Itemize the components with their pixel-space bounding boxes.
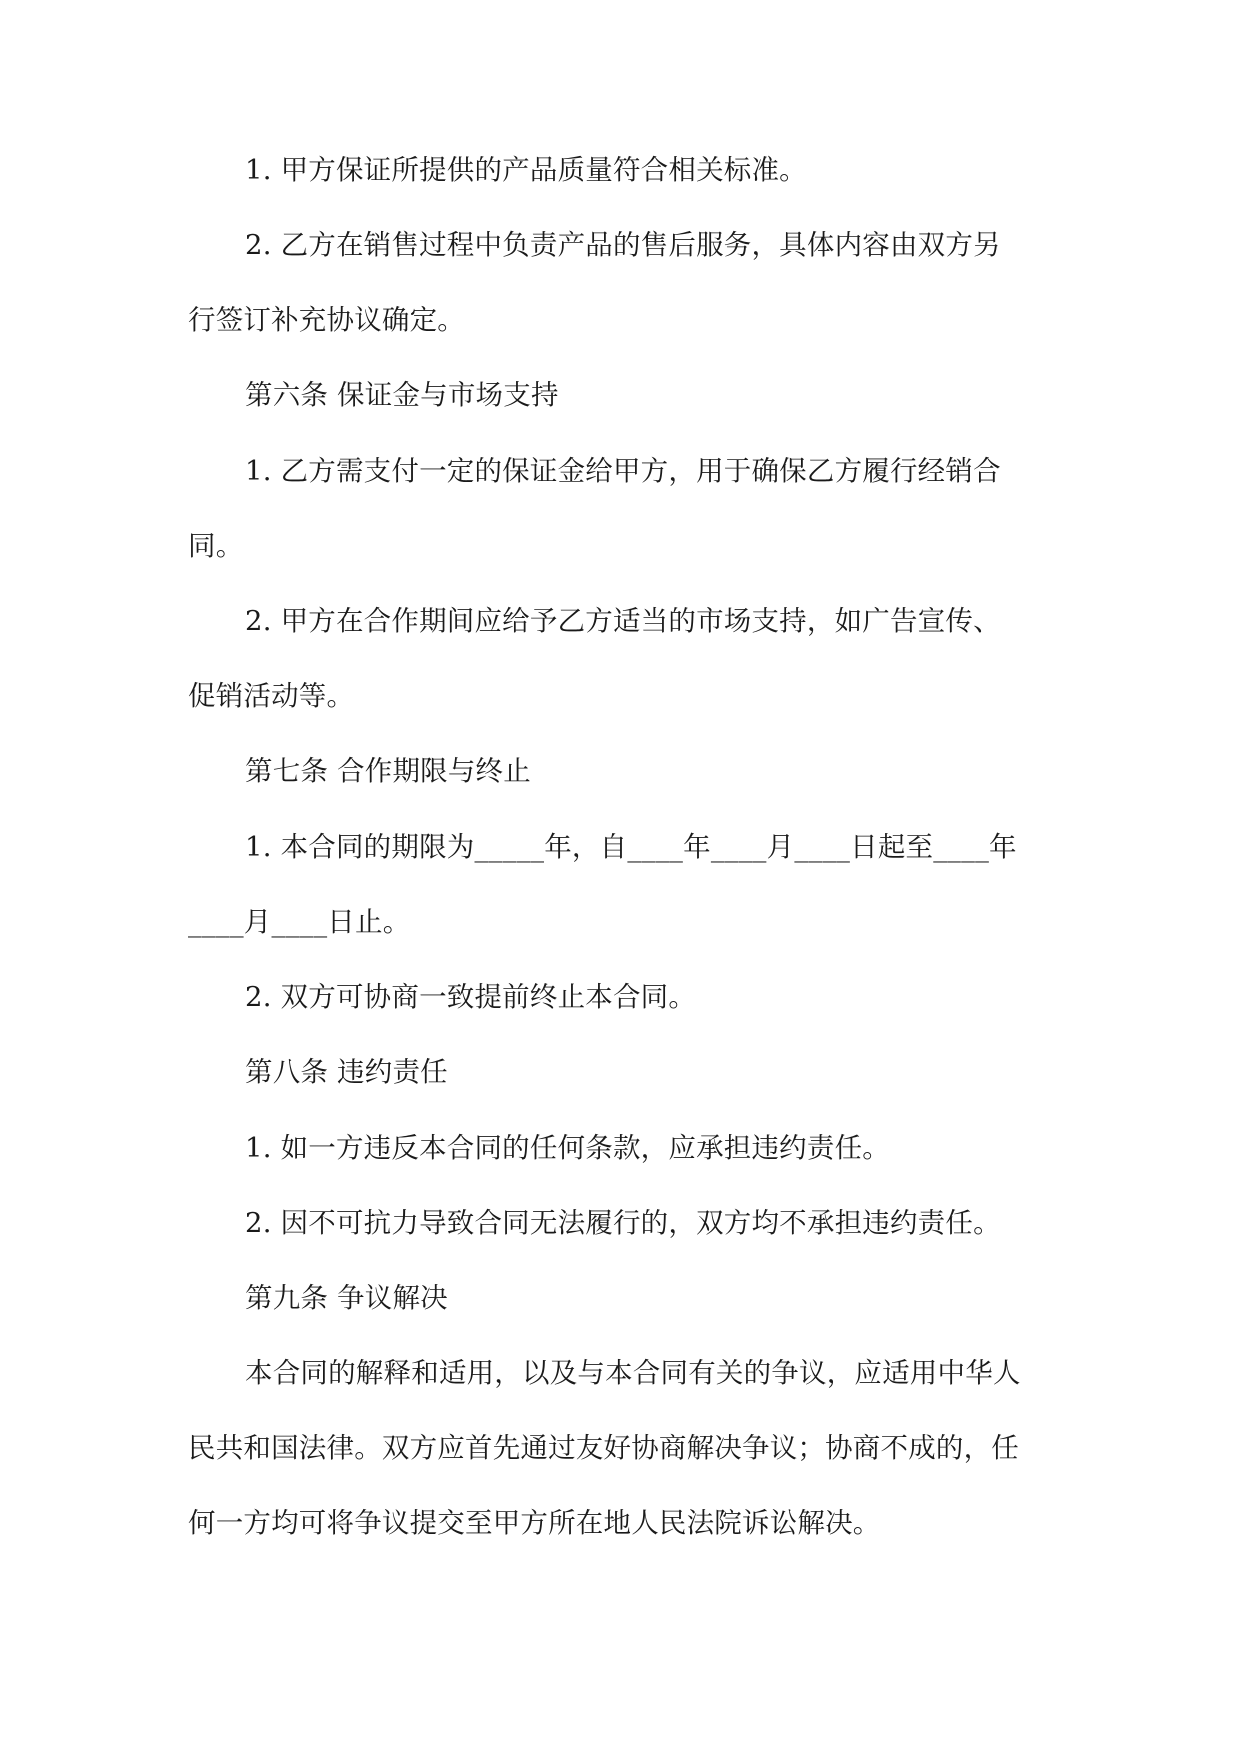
clause-6-item-2-line-2: 促销活动等。 bbox=[188, 680, 355, 712]
clause-6-item-2-line-1: 2. 甲方在合作期间应给予乙方适当的市场支持，如广告宣传、 bbox=[245, 605, 1001, 637]
clause-8-item-1: 1. 如一方违反本合同的任何条款，应承担违约责任。 bbox=[245, 1132, 890, 1164]
clause-9-paragraph-line-1: 本合同的解释和适用，以及与本合同有关的争议，应适用中华人 bbox=[245, 1357, 1021, 1389]
clause-8-heading: 第八条 违约责任 bbox=[245, 1056, 448, 1088]
clause-9-paragraph-line-3: 何一方均可将争议提交至甲方所在地人民法院诉讼解决。 bbox=[188, 1507, 881, 1539]
clause-7-item-2: 2. 双方可协商一致提前终止本合同。 bbox=[245, 981, 697, 1013]
clause-8-item-2: 2. 因不可抗力导致合同无法履行的，双方均不承担违约责任。 bbox=[245, 1207, 1001, 1239]
clause-9-paragraph-line-2: 民共和国法律。双方应首先通过友好协商解决争议；协商不成的，任 bbox=[188, 1432, 1019, 1464]
clause-7-heading: 第七条 合作期限与终止 bbox=[245, 755, 531, 787]
clause-5-item-1: 1. 甲方保证所提供的产品质量符合相关标准。 bbox=[245, 154, 807, 186]
clause-5-item-2-line-1: 2. 乙方在销售过程中负责产品的售后服务，具体内容由双方另 bbox=[245, 229, 1001, 261]
clause-9-heading: 第九条 争议解决 bbox=[245, 1282, 448, 1314]
clause-6-item-1-line-2: 同。 bbox=[188, 530, 244, 562]
clause-5-item-2-line-2: 行签订补充协议确定。 bbox=[188, 304, 465, 336]
clause-6-heading: 第六条 保证金与市场支持 bbox=[245, 379, 559, 411]
clause-7-item-1-line-1: 1. 本合同的期限为_____年，自____年____月____日起至____年 bbox=[245, 831, 1017, 863]
clause-6-item-1-line-1: 1. 乙方需支付一定的保证金给甲方，用于确保乙方履行经销合 bbox=[245, 455, 1001, 487]
clause-7-item-1-line-2: ____月____日止。 bbox=[188, 906, 411, 938]
